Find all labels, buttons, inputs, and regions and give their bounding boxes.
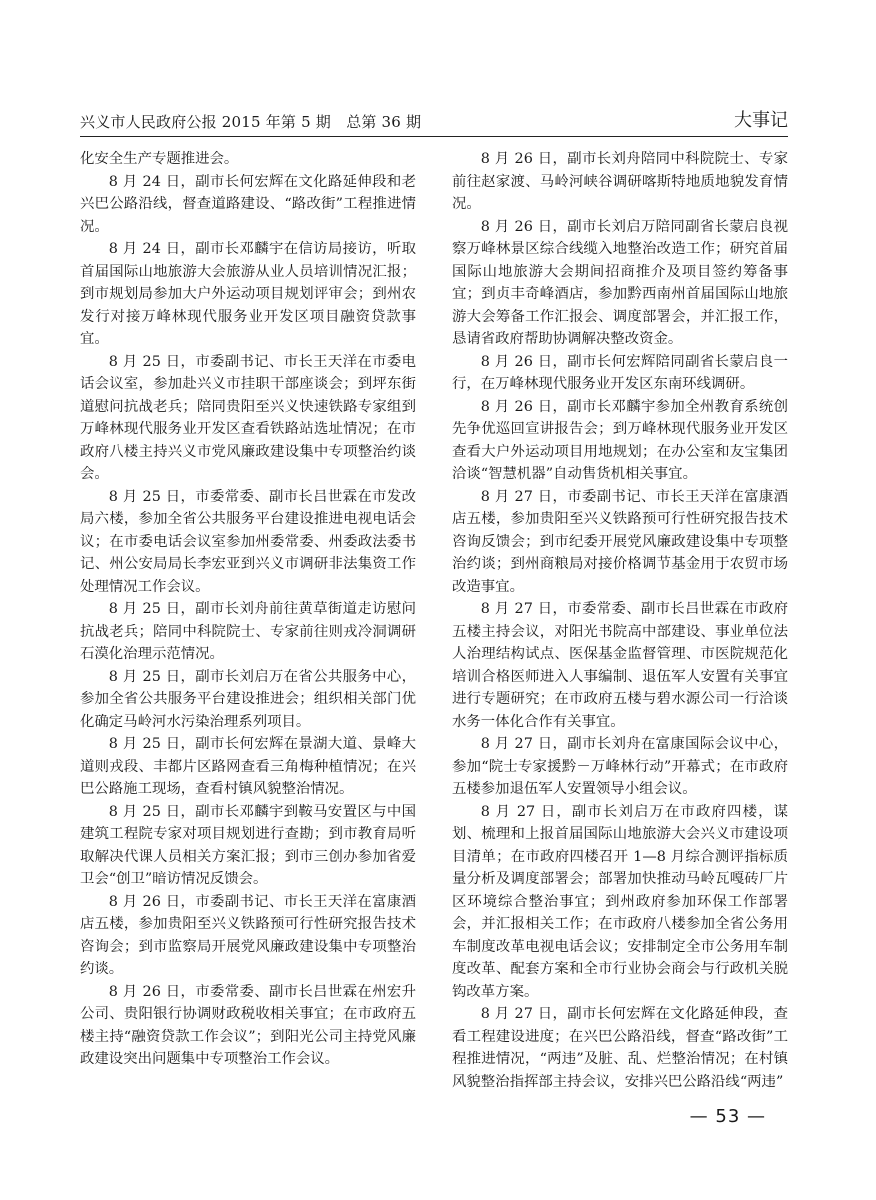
paragraph: 8 月 25 日，市委常委、副市长吕世霖在市发改局六楼，参加全省公共服务平台建设推进电视电话会议；在市委电话会议室参加州委常委、州委政法委书记、州公安局局长李宏亚到兴义市调研非法集资工作处理情况工作会议。: [80, 488, 416, 595]
page-number: — 53 —: [689, 1106, 766, 1127]
paragraph: 8 月 25 日，副市长刘启万在省公共服务中心，参加全省公共服务平台建设推进会；组织相关部门优化确定马岭河水污染治理系列项目。: [80, 668, 416, 730]
paragraph: 8 月 26 日，副市长邓麟宇参加全州教育系统创先争优巡回宣讲报告会；到万峰林现代服务业开发区查看大户外运动项目用地规划；在办公室和友宝集团洽谈“智慧机器”自动售货机相关事宜。: [452, 398, 788, 482]
left-column: [80, 148, 416, 1071]
publication-title: 兴义市人民政府公报 2015 年第 5 期 总第 36 期: [80, 113, 422, 131]
running-header: [80, 108, 788, 137]
section-title: 大事记: [734, 110, 788, 131]
paragraph: 8 月 24 日，副市长何宏辉在文化路延伸段和老兴巴公路沿线，督查道路建设、“路改街”工程推进情况。: [80, 173, 416, 235]
paragraph: 8 月 27 日，市委常委、副市长吕世霖在市政府五楼主持会议，对阳光书院高中部建设、事业单位法人治理结构试点、医保基金监督管理、市医院规范化培训合格医师进入人事编制、退伍军人安置有关事宜进行专题研究；在市政府五楼与碧水源公司一行洽谈水务一体化合作有关事宜。: [452, 601, 788, 730]
paragraph: 8 月 25 日，副市长邓麟宇到鞍马安置区与中国建筑工程院专家对项目规划进行查勘；到市教育局听取解决代课人员相关方案汇报；到市三创办参加省爱卫会“创卫”暗访情况反馈会。: [80, 803, 416, 887]
paragraph: 8 月 26 日，副市长何宏辉陪同副省长蒙启良一行，在万峰林现代服务业开发区东南环线调研。: [452, 353, 788, 392]
paragraph: 8 月 25 日，副市长刘舟前往黄草街道走访慰问抗战老兵；陪同中科院院士、专家前往则戎冷洞调研石漠化治理示范情况。: [80, 601, 416, 662]
paragraph: 8 月 26 日，市委副书记、市长王天洋在富康酒店五楼，参加贵阳至兴义铁路预可行性研究报告技术咨询会；到市监察局开展党风廉政建设集中专项整治约谈。: [80, 893, 416, 977]
paragraph: 8 月 25 日，副市长何宏辉在景湖大道、景峰大道则戎段、丰都片区路网查看三角梅种植情况；在兴巴公路施工现场，查看村镇风貌整治情况。: [80, 736, 416, 797]
paragraph: 8 月 24 日，副市长邓麟宇在信访局接访，听取首届国际山地旅游大会旅游从业人员培训情况汇报；到市规划局参加大户外运动项目规划评审会；到州农发行对接万峰林现代服务业开发区项目融资贷款事宜。: [80, 241, 416, 347]
paragraph: 化安全生产专题推进会。: [80, 151, 239, 167]
paragraph: 8 月 25 日，市委副书记、市长王天洋在市委电话会议室，参加赴兴义市挂职干部座谈会；到坪东街道慰问抗战老兵；陪同贵阳至兴义快速铁路专家组到万峰林现代服务业开发区查看铁路站选址情况；在市政府八楼主持兴义市党风廉政建设集中专项整治约谈会。: [80, 353, 416, 482]
paragraph: 8 月 26 日，市委常委、副市长吕世霖在州宏升公司、贵阳银行协调财政税收相关事宜；在市政府五楼主持“融资贷款工作会议”；到阳光公司主持党风廉政建设突出问题集中专项整治工作会议。: [80, 983, 416, 1067]
paragraph: 8 月 27 日，副市长何宏辉在文化路延伸段，查看工程建设进度；在兴巴公路沿线，督查“路改街”工程推进情况，“两违”及脏、乱、烂整治情况；在村镇风貌整治指挥部主持会议，安排兴巴公路沿线“两违”: [452, 1006, 788, 1090]
paragraph: 8 月 27 日，副市长刘舟在富康国际会议中心，参加“院士专家援黔－万峰林行动”开幕式；在市政府五楼参加退伍军人安置领导小组会议。: [452, 736, 788, 797]
paragraph: 8 月 27 日，市委副书记、市长王天洋在富康酒店五楼，参加贵阳至兴义铁路预可行性研究报告技术咨询反馈会；到市纪委开展党风廉政建设集中专项整治约谈；到州商粮局对接价格调节基金用于农贸市场改造事宜。: [452, 488, 788, 595]
paragraph: 8 月 26 日，副市长刘启万陪同副省长蒙启良视察万峰林景区综合线缆入地整治改造工作；研究首届国际山地旅游大会期间招商推介及项目签约筹备事宜；到贞丰奇峰酒店，参加黔西南州首届国际山地旅游大会筹备工作汇报会、调度部署会，并汇报工作，恳请省政府帮助协调解决整改资金。: [452, 218, 788, 347]
paragraph: 8 月 27 日，副市长刘启万在市政府四楼，谋划、梳理和上报首届国际山地旅游大会兴义市建设项目清单；在市政府四楼召开 1—8 月综合测评指标质量分析及调度部署会；部署加快推动马岭瓦嘎砖厂片区环境综合整治事宜；到州政府参加环保工作部署会，并汇报相关工作；在市政府八楼参加全省公务用车制度改革电视电话会议；安排制定全市公务用车制度改革、配套方案和全市行业协会商会与行政机关脱钩改革方案。: [452, 803, 788, 1000]
paragraph: 8 月 26 日，副市长刘舟陪同中科院院士、专家前往赵家渡、马岭河峡谷调研喀斯特地质地貌发育情况。: [452, 151, 788, 212]
right-column: [452, 148, 788, 1093]
